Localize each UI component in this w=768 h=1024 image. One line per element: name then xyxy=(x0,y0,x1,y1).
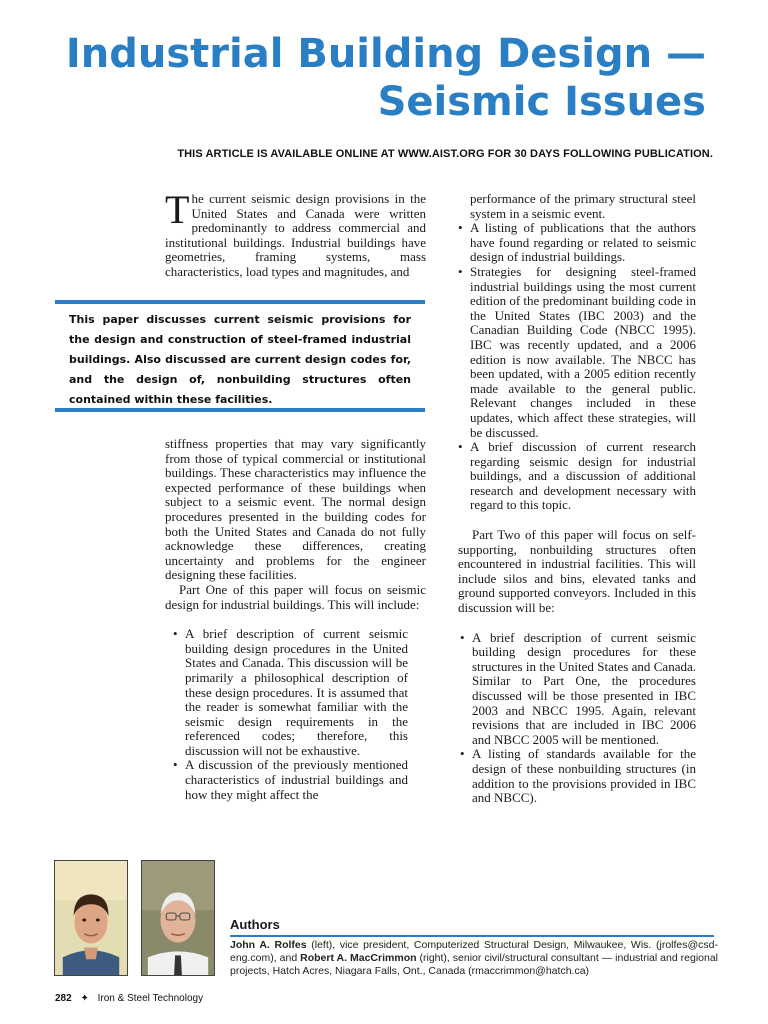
intro-block xyxy=(165,187,426,280)
online-availability-notice: THIS ARTICLE IS AVAILABLE ONLINE AT WWW.AIST.ORG FOR 30 DAYS FOLLOWING PUBLICATION. xyxy=(177,148,713,160)
list-item: • A brief description of current seismic building design procedures in the United States and Canada. This discussion will be primarily a philosophical description of these design procedures. It is assumed that the reader is somewhat familiar with the seismic design requirements in the referenced codes; therefore, this discussion will not be exhaustive. xyxy=(173,627,408,758)
author-photo-left xyxy=(54,860,128,976)
list-item: • A brief discussion of current research regarding seismic design for industrial buildings, and a discussion of additional research and development necessary with regard to this topic. xyxy=(458,440,696,513)
author-2-name: Robert A. MacCrimmon xyxy=(300,952,417,964)
intro-text: he current seismic design provisions in the United States and Canada were written predominantly to address commercial and institutional buildings. Industrial buildings have geometries, framing systems, mass characteristics, load types and magnitudes, and xyxy=(165,191,426,279)
right-column-body xyxy=(458,192,696,806)
page-footer xyxy=(55,993,203,1004)
intro-paragraph xyxy=(165,187,426,280)
left-paragraph-2: Part One of this paper will focus on seismic design for industrial buildings. This will include: xyxy=(165,581,426,612)
list-item: • A listing of standards available for the design of these nonbuilding structures (in addition to the provisions provided in IBC and NBCC). xyxy=(460,747,696,805)
right-paragraph-2: Part Two of this paper will focus on self-supporting, nonbuilding structures often encountered in industrial facilities. This will include silos and bins, elevated tanks and ground supported conveyors. Included in this discussion will be: xyxy=(458,527,696,616)
list-item: • A listing of publications that the authors have found regarding or related to seismic design of industrial buildings. xyxy=(458,221,696,265)
right-bullet-list-2 xyxy=(458,631,696,806)
article-title xyxy=(26,30,706,126)
authors-divider xyxy=(230,935,714,937)
author-photo-right xyxy=(141,860,215,976)
authors-bio xyxy=(230,939,718,978)
abstract-text: This paper discusses current seismic provisions for the design and construction of steel-framed industrial buildings. Also discussed are current design codes for, and the design of, nonbuilding structures often contained within these facilities. xyxy=(69,313,411,406)
title-line-1: Industrial Building Design — xyxy=(65,31,706,77)
left-paragraph-1: stiffness properties that may vary significantly from those of typical commercial or institutional buildings. These characteristics may influence the expected performance of these buildings when subject to a seismic event. The normal design procedures presented in the building codes for both the United States and Canada do not fully acknowledge these differences, creating uncertainty and problems for the engineer designing these facilities. xyxy=(165,436,426,583)
list-item: • A brief description of current seismic building design procedures for these structures in the United States and Canada. Similar to Part One, the procedures discussed will be those presented in IBC 2003 and NBCC 1995. Again, relevant revisions that are included in IBC 2006 and NBCC 2005 will be mentioned. xyxy=(460,631,696,748)
author-1-description: (left), vice president, Computerized Structural Design, Milwaukee, Wis. (jrolfes@csd-eng.com), and xyxy=(230,939,718,964)
author-2-description: (right), senior civil/structural consultant — industrial and regional projects, Hatch Acres, Niagara Falls, Ont., Canada (rmaccrimmon@hatch.ca) xyxy=(230,952,719,977)
page-number: 282 xyxy=(55,993,72,1004)
list-item: • Strategies for designing steel-framed industrial buildings using the most current edition of the predominant building code in the United States (IBC 2003) and the Canadian Building Code (NBCC 1995). IBC was recently updated, and a 2006 edition is now available. The NBCC has been updated, with a 2005 edition recently made available to the general public. Relevant changes included in these updates, which affect these strategies, will be discussed. xyxy=(458,265,696,440)
abstract-box xyxy=(55,300,425,412)
left-bullet-list xyxy=(165,627,426,802)
list-item: • A discussion of the previously mentioned characteristics of industrial buildings and how they might affect the xyxy=(173,758,408,802)
right-bullet-list-1 xyxy=(458,221,696,513)
authors-heading: Authors xyxy=(230,917,280,932)
left-column-body xyxy=(165,437,426,802)
right-continuation: performance of the primary structural steel system in a seismic event. xyxy=(470,191,696,221)
footer-separator-icon: ✦ xyxy=(80,993,89,1004)
journal-name: Iron & Steel Technology xyxy=(97,993,204,1004)
author-1-name: John A. Rolfes xyxy=(230,939,307,951)
drop-cap: T xyxy=(165,187,190,232)
title-line-2: Seismic Issues xyxy=(377,79,706,125)
